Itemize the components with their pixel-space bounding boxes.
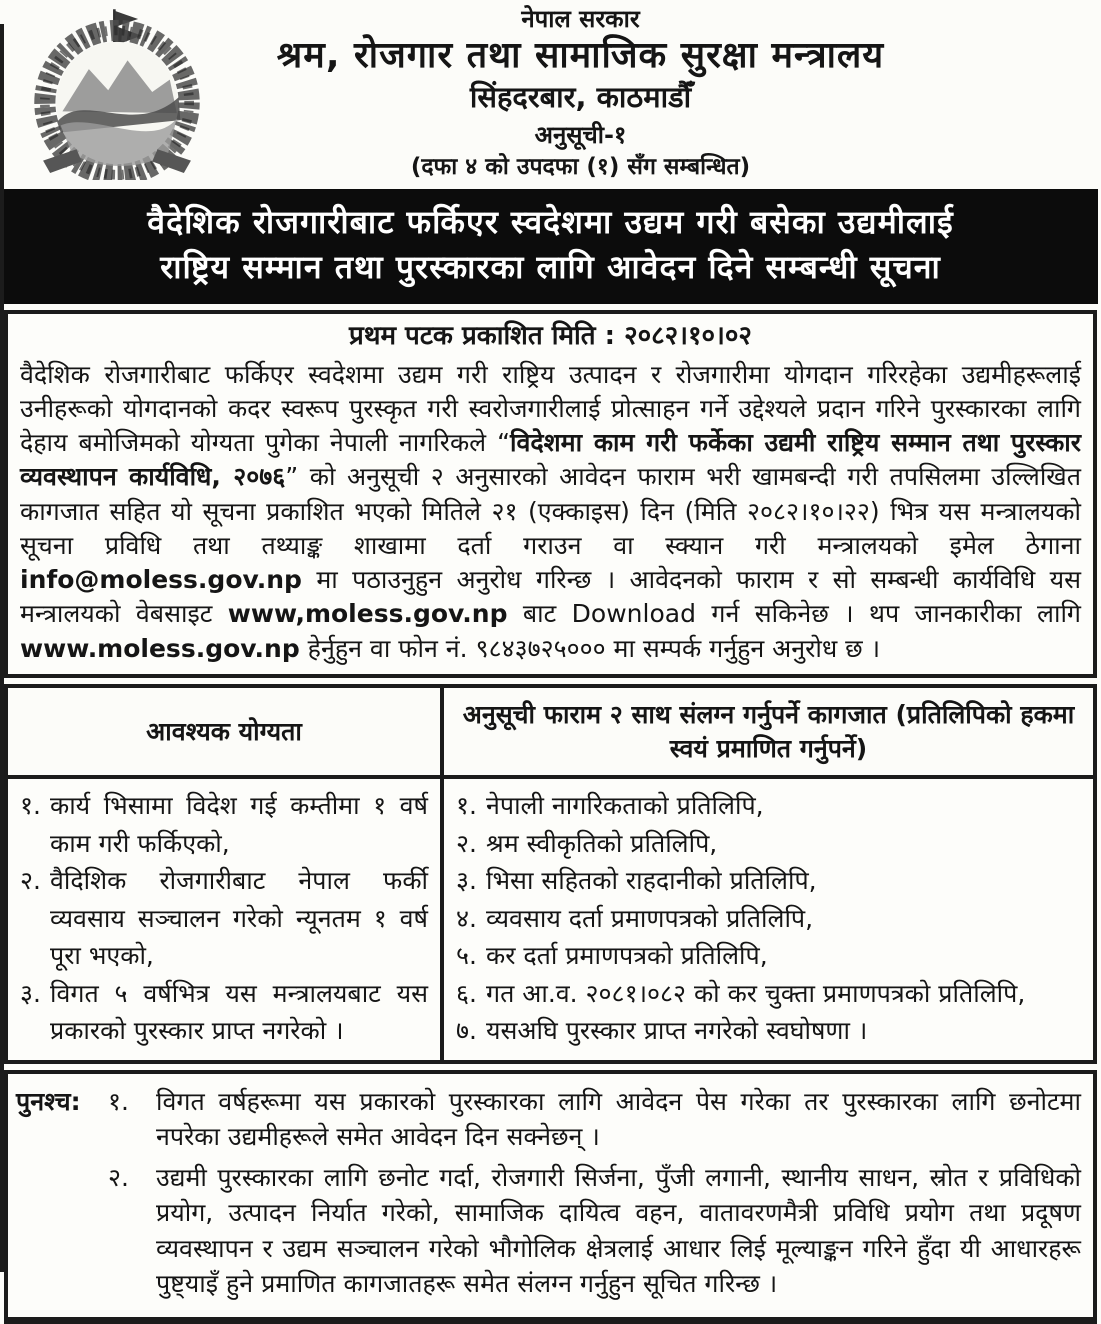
item-text: कर दर्ता प्रमाणपत्रको प्रतिलिपि, [486,941,768,971]
page-left-border [0,24,4,1272]
document-item [450,900,1089,938]
document-item [450,825,1089,863]
qualification-item [14,862,436,975]
documents-cell [442,777,1095,1062]
requirements-table [4,684,1097,1064]
item-number: १. [108,1086,129,1116]
documents-column-header: अनुसूची फाराम २ साथ संलग्न गर्नुपर्ने कागजात (प्रतिलिपिको हकमा स्वयं प्रमाणित गर्नुपर्ने) [442,686,1095,778]
banner-line-2: राष्ट्रिय सम्मान तथा पुरस्कारका लागि आवेदन दिने सम्बन्धी सूचना [160,248,941,287]
website-url: www.moless.gov.np [20,633,300,663]
postscript-item [108,1160,1081,1302]
section-reference: (दफा ४ को उपदफा (१) सँग सम्बन्धित) [410,154,751,181]
notice-body-box [4,310,1097,678]
document-item [450,975,1089,1013]
qualification-item [14,787,436,862]
procedure-name-bold: विदेशमा काम गरी फर्केका उद्यमी राष्ट्रिय सम्मान तथा पुरस्कार व्यवस्थापन कार्यविधि, २०७६ [20,428,1081,492]
item-number: २. [108,1162,129,1192]
item-number: २. [20,866,41,896]
published-date: प्रथम पटक प्रकाशित मिति : २०८२।१०।०२ [349,320,752,351]
qualification-item [14,975,436,1050]
item-number: १. [20,791,41,821]
paragraph-segment: हेर्नुहुन वा फोन नं. ९८४३७२५००० मा सम्पर्क गर्नुहुन अनुरोध छ । [299,633,881,663]
banner-line-1: वैदेशिक रोजगारीबाट फर्किएर स्वदेशमा उद्यम गरी बसेका उद्यमीलाई [147,203,954,241]
item-text: नेपाली नागरिकताको प्रतिलिपि, [486,791,764,821]
item-text: विगत वर्षहरूमा यस प्रकारको पुरस्कारका लागि आवेदन पेस गरेका तर पुरस्कारका लागि छनोटमा नपरेका उद्यमीहरूले समेत आवेदन दिन सक्नेछन् । [156,1086,1081,1152]
item-number: ७. [456,1016,477,1046]
qualifications-cell [6,777,442,1062]
item-number: १. [456,791,477,821]
item-text: वैदिशिक रोजगारीबाट नेपाल फर्की व्यवसाय सञ्चालन गरेको न्यूनतम १ वर्ष पूरा भएको, [50,866,428,971]
item-number: ५. [456,941,477,971]
item-text: श्रम स्वीकृतिको प्रतिलिपि, [486,828,718,858]
item-number: ३. [456,866,477,896]
item-text: कार्य भिसामा विदेश गई कम्तीमा १ वर्ष काम गरी फर्किएको, [50,791,428,858]
paragraph-segment: बाट Download गर्न सकिनेछ । थप जानकारीका लागि [507,599,1082,629]
paragraph-segment: वैदेशिक रोजगारीबाट फर्किएर स्वदेशमा उद्यम गरी राष्ट्रिय उत्पादन र रोजगारीमा योगदान गरिरहेका उद्यमीहरूलाई उनीहरूको योगदानको कदर स्वरूप पुरस्कृत गरी स्वरोजगारीलाई प्रोत्साहन गर्ने उद्देश्यले प्रदान गरिने पुरस्कारका लागि देहाय बमोजिमको योग्यता पुगेका नेपाली नागरिकले “ [20,359,1081,458]
document-item [450,787,1089,825]
government-title: नेपाल सरकार [521,5,640,33]
item-text: व्यवसाय दर्ता प्रमाणपत्रको प्रतिलिपि, [486,903,814,933]
ministry-address: सिंहदरबार, काठमाडौँ [469,79,692,114]
schedule-label: अनुसूची-१ [534,120,627,149]
document-item [450,1012,1089,1050]
notice-title-banner [3,189,1098,304]
item-text: विगत ५ वर्षभित्र यस मन्त्रालयबाट यस प्रकारको पुरस्कार प्राप्त नगरेको । [50,978,428,1046]
table-header-row [6,686,1095,778]
item-text: उद्यमी पुरस्कारका लागि छनोट गर्दा, रोजगारी सिर्जना, पुँजी लगानी, स्थानीय साधन, स्रोत र प्रविधिको प्रयोग, उत्पादन निर्यात गरेको, सामाजिक दायित्व वहन, वातावरणमैत्री प्रविधि प्रयोग तथा प्रदूषण व्यवस्थापन र उद्यम सञ्चालन गरेको भौगोलिक क्षेत्रलाई आधार लिई मूल्याङ्कन गरिने हुँदा यी आधारहरू पुष्ट्याइँ हुने प्रमाणित कागजातहरू समेत संलग्न गर्नुहुन सूचित गरिन्छ । [156,1162,1081,1299]
item-text: यसअघि पुरस्कार प्राप्त नगरेको स्वघोषणा । [486,1016,868,1046]
item-number: ३. [20,978,41,1008]
table-body-row [6,777,1095,1062]
document-item [450,862,1089,900]
notice-paragraph [20,358,1081,666]
item-text: गत आ.व. २०८१।०८२ को कर चुक्ता प्रमाणपत्रको प्रतिलिपि, [486,978,1026,1008]
paragraph-segment: मा पठाउनुहुन अनुरोध गरिन्छ । आवेदनको फाराम र सो सम्बन्धी कार्यविधि यस मन्त्रालयको वेबसाइट [20,565,1081,629]
document-item [450,937,1089,975]
item-number: ४. [456,903,477,933]
email-address: info@moless.gov.np [20,565,302,595]
postscript-item [108,1084,1081,1155]
document-header [0,0,1101,184]
paragraph-segment: ” को अनुसूची २ अनुसारको आवेदन फाराम भरी खामबन्दी गरी तपसिलमा उल्लिखित कागजात सहित यो सूचना प्रकाशित भएको मितिले २१ (एक्काइस) दिन (मिति २०८२।१०।२२) भित्र यस मन्त्रालयको सूचना प्रविधि तथा तथ्याङ्क शाखामा दर्ता गराउन वा स्क्यान गरी मन्त्रालयको इमेल ठेगाना [20,462,1082,560]
nepal-government-emblem-icon [26,4,208,180]
ministry-title: श्रम, रोजगार तथा सामाजिक सुरक्षा मन्त्रालय [276,34,885,76]
qualifications-column-header: आवश्यक योग्यता [6,686,442,778]
item-number: ६. [456,978,477,1008]
postscript-label: पुनश्च: [16,1086,81,1116]
postscript-box [4,1070,1097,1324]
item-number: २. [456,828,477,858]
website-url: www,moless.gov.np [227,599,508,629]
item-text: भिसा सहितको राहदानीको प्रतिलिपि, [486,866,817,896]
